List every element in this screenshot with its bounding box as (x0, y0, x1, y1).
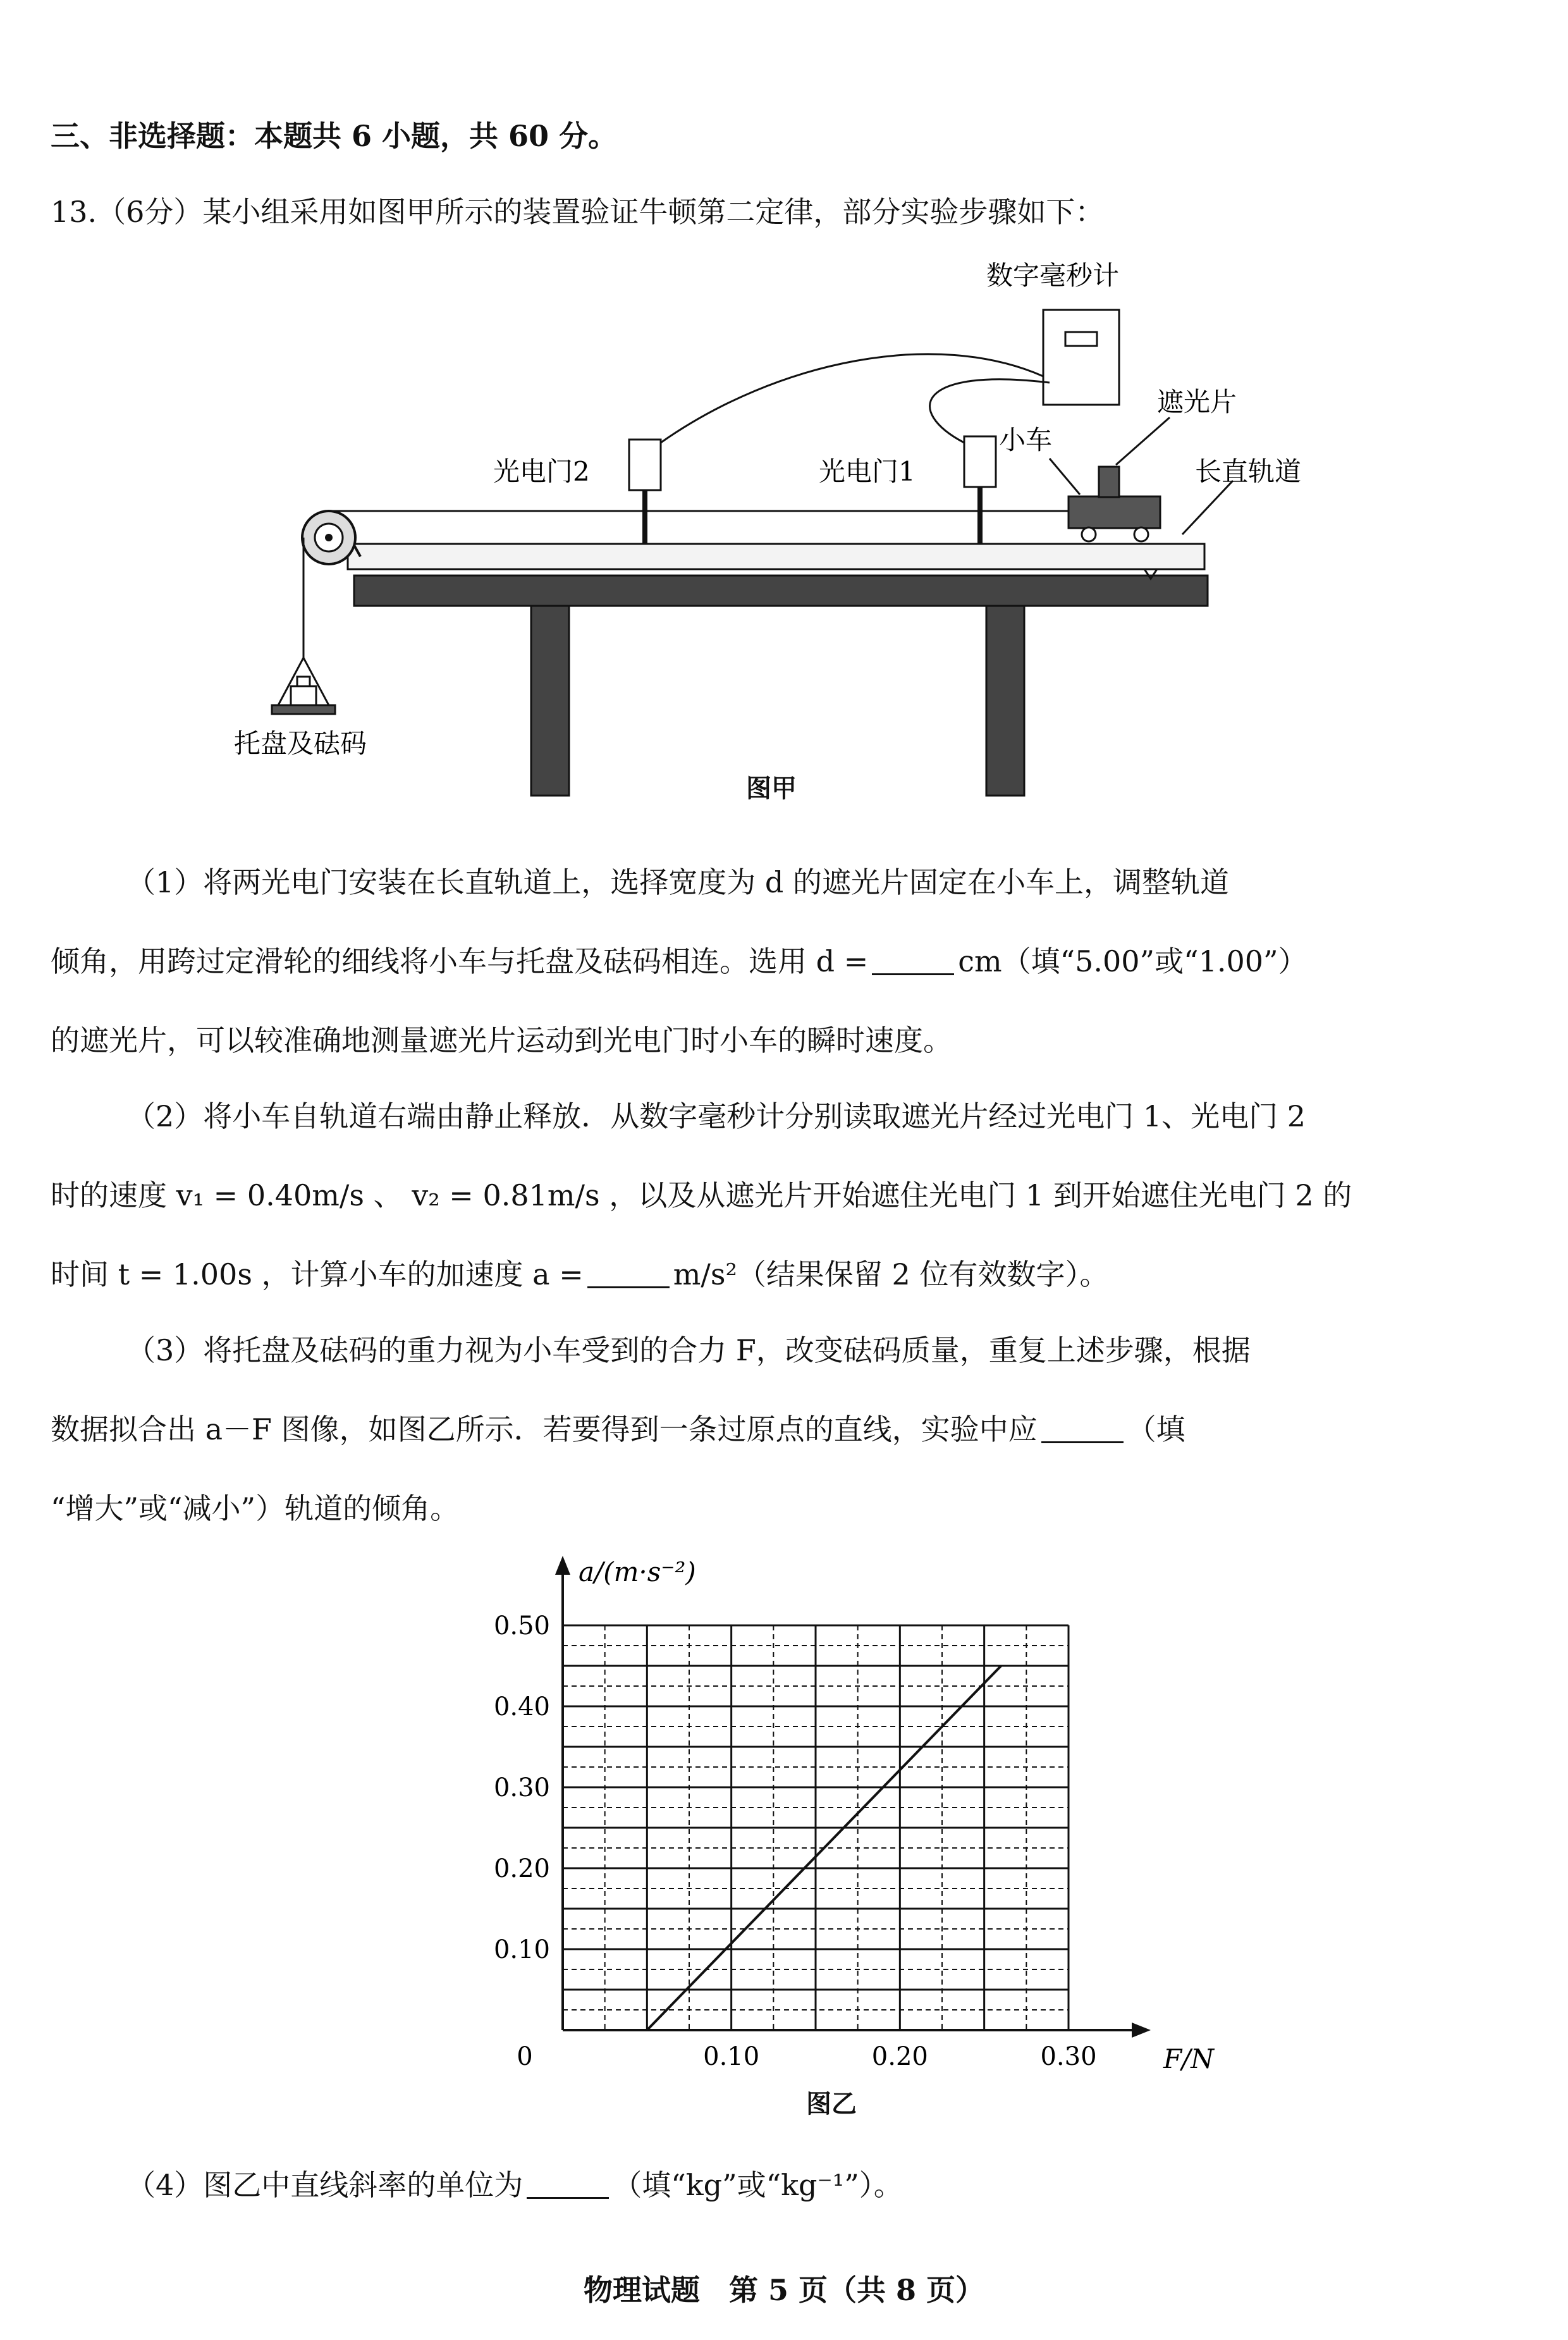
section-title: 三、非选择题：本题共 6 小题，共 60 分。 (51, 119, 618, 153)
y-tick-label: 0.10 (493, 1935, 550, 1964)
y-axis-arrow (555, 1556, 570, 1575)
x-tick-label: 0.10 (703, 2042, 760, 2071)
x-tick-label: 0.30 (1040, 2042, 1097, 2071)
x-axis-arrow (1132, 2023, 1151, 2038)
part1-line2-b: cm（填“5.00”或“1.00”） (958, 944, 1308, 978)
figure-yi-chart (468, 1543, 1227, 2074)
cart-wheel (1134, 527, 1148, 541)
tray-plate (272, 705, 335, 714)
photogate-1 (964, 436, 996, 487)
track-rail (348, 544, 1204, 569)
part4-line-a: （4）图乙中直线斜率的单位为 (126, 2168, 524, 2202)
digital-timer (1043, 310, 1119, 405)
part4-line-b: （填“kg”或“kg⁻¹”）。 (613, 2168, 903, 2202)
label-cart: 小车 (999, 424, 1053, 455)
label-tray: 托盘及砝码 (234, 728, 367, 759)
x-tick-label: 0.20 (871, 2042, 928, 2071)
part2-line3-b: m/s²（结果保留 2 位有效数字）。 (673, 1257, 1109, 1291)
table-leg-left (531, 606, 569, 796)
label-gate1: 光电门1 (819, 456, 916, 487)
shade-plate (1099, 467, 1119, 497)
label-gate2: 光电门2 (493, 456, 590, 487)
part2-line3-a: 时间 t = 1.00s ，计算小车的加速度 a = (51, 1257, 584, 1291)
y-tick-label: 0.20 (493, 1854, 550, 1883)
label-timer: 数字毫秒计 (986, 260, 1120, 291)
part1-line1: （1）将两光电门安装在长直轨道上，选择宽度为 d 的遮光片固定在小车上，调整轨道 (126, 865, 1229, 899)
table-leg-right (986, 606, 1024, 796)
cart-wheel (1082, 527, 1096, 541)
part4-line (51, 2166, 1517, 2204)
y-axis-label: a/(m·s⁻²) (579, 1556, 696, 1587)
cart-body (1069, 496, 1160, 528)
part1-line2 (51, 942, 1517, 980)
part2-line1: （2）将小车自轨道右端由静止释放．从数字毫秒计分别读取遮光片经过光电门 1、光电门 2 (126, 1099, 1306, 1133)
y-tick-label: 0.50 (493, 1611, 550, 1641)
timer-wire-gate2 (661, 354, 1043, 443)
y-tick-label: 0.30 (493, 1773, 550, 1802)
part3-line2-b: （填 (1127, 1412, 1185, 1446)
part3-line2 (51, 1410, 1517, 1448)
label-shade: 遮光片 (1157, 386, 1237, 417)
label-track: 长直轨道 (1195, 456, 1302, 487)
part3-line3: “增大”或“减小”）轨道的倾角。 (51, 1491, 460, 1525)
y-tick-label: 0.40 (493, 1692, 550, 1721)
part2-line2: 时的速度 v₁ = 0.40m/s 、 v₂ = 0.81m/s ，以及从遮光片开始遮住光电门 1 到开始遮住光电门 2 的 (51, 1178, 1352, 1212)
part1-line3: 的遮光片，可以较准确地测量遮光片运动到光电门时小车的瞬时速度。 (51, 1023, 952, 1057)
weight-block (291, 686, 316, 705)
figure-yi-caption: 图乙 (806, 2089, 857, 2119)
answer-blank-3[interactable] (1041, 1416, 1124, 1443)
photogate-2 (629, 440, 661, 490)
figure-jia (209, 247, 1302, 816)
part1-line2-a: 倾角，用跨过定滑轮的细线将小车与托盘及砝码相连。选用 d = (51, 944, 869, 978)
x-axis-label: F/N (1163, 2043, 1215, 2074)
part2-line3 (51, 1255, 1517, 1293)
part3-line1: （3）将托盘及砝码的重力视为小车受到的合力 F，改变砝码质量，重复上述步骤，根据 (126, 1333, 1251, 1367)
table-top (354, 576, 1208, 606)
origin-label: 0 (517, 2042, 533, 2071)
answer-blank-4[interactable] (527, 2172, 609, 2199)
answer-blank-1[interactable] (872, 948, 954, 975)
page-footer: 物理试题 第 5 页（共 8 页） (583, 2273, 985, 2307)
answer-blank-2[interactable] (587, 1261, 670, 1288)
question-header: 13.（6分）某小组采用如图甲所示的装置验证牛顿第二定律，部分实验步骤如下： (51, 195, 1105, 229)
part3-line2-a: 数据拟合出 a－F 图像，如图乙所示．若要得到一条过原点的直线，实验中应 (51, 1412, 1038, 1446)
figure-jia-caption: 图甲 (746, 773, 797, 803)
